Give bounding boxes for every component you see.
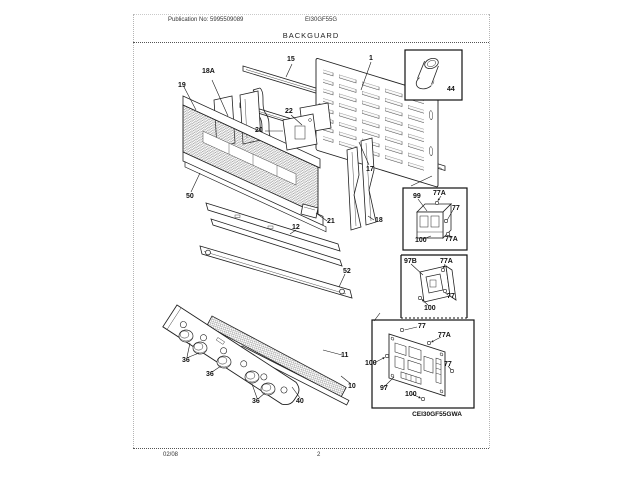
part-callout: 40 (296, 398, 304, 405)
part-callout: 77 (444, 361, 452, 368)
part-callout: 22 (285, 108, 293, 115)
variant-code-label: CEI30GF55GWA (412, 411, 462, 418)
model-number: EI30GF55G (305, 17, 338, 23)
part-callout: 20 (255, 127, 263, 134)
part-callout: 11 (341, 352, 349, 359)
part-callout: 100 (405, 391, 417, 398)
part-callout: 100 (424, 305, 436, 312)
part-callout: 77 (452, 205, 460, 212)
footer-page-number: 2 (317, 452, 321, 458)
part-callout: 15 (287, 56, 295, 63)
part-callout: 77A (445, 236, 458, 243)
part-callout: 44 (447, 86, 455, 93)
part-callout: 10 (348, 383, 356, 390)
page-title: BACKGUARD (282, 31, 340, 40)
side-strap-parts (347, 138, 376, 230)
part-callout: 77A (433, 190, 446, 197)
part-callout: 77 (418, 323, 426, 330)
part-callout: 18A (202, 68, 215, 75)
part-callout: 77 (447, 293, 455, 300)
part-callout: 100 (415, 237, 427, 244)
part-callout: 36 (206, 371, 214, 378)
part-callout: 97B (404, 258, 417, 265)
part-callout: 97 (380, 385, 388, 392)
publication-number: Publication No: 5995509089 (168, 17, 244, 23)
part-callout: 17 (366, 166, 374, 173)
part-callout: 50 (186, 193, 194, 200)
inset-box-control-board (372, 320, 474, 408)
part-callout: 18 (375, 217, 383, 224)
part-callout: 77A (440, 258, 453, 265)
part-callout: 36 (182, 357, 190, 364)
part-callout: 12 (292, 224, 300, 231)
part-callout: 1 (369, 55, 373, 62)
part-callout: 77A (438, 332, 451, 339)
part-callout: 19 (178, 82, 186, 89)
lower-trim-part (200, 246, 352, 298)
footer-date: 02/08 (163, 452, 179, 458)
part-callout: 36 (252, 398, 260, 405)
part-callout: 52 (343, 268, 351, 275)
part-callout: 100 (365, 360, 377, 367)
part-callout: 21 (327, 218, 335, 225)
part-callout: 99 (413, 193, 421, 200)
